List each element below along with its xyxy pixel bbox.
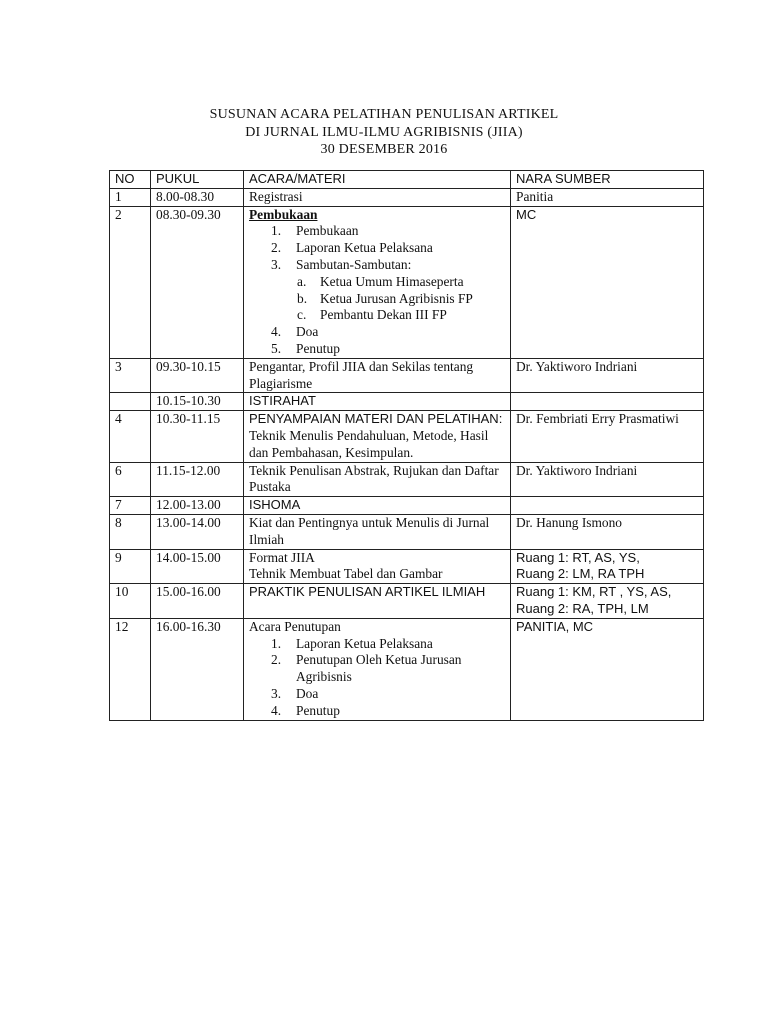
table-header-row: [110, 171, 704, 189]
cell-no: 12: [110, 618, 151, 720]
document-title: [0, 106, 768, 159]
cell-pukul: 11.15-12.00: [151, 462, 244, 497]
cell-nara: Dr. Yaktiworo Indriani: [511, 358, 704, 393]
cell-nara: Dr. Hanung Ismono: [511, 514, 704, 549]
table-row: [110, 549, 704, 584]
table-row: [110, 188, 704, 206]
cell-pukul: 08.30-09.30: [151, 206, 244, 358]
room-assignment: Ruang 1: KM, RT , YS, AS,: [516, 584, 672, 600]
table-row: [110, 411, 704, 462]
table-row: [110, 206, 704, 358]
cell-nara: [511, 497, 704, 515]
list-item: 3. Sambutan-Sambutan: a. Ketua Umum Himaseperta b. Ketua Jurusan Agribisnis FP c. Pembantu Dekan III FP: [249, 257, 506, 324]
list-item: 2. Laporan Ketua Pelaksana: [271, 240, 433, 256]
list-item: 3. Doa: [271, 685, 319, 701]
cell-acara: ISHOMA: [244, 497, 511, 515]
cell-pukul: 12.00-13.00: [151, 497, 244, 515]
cell-nara: MC: [511, 206, 704, 358]
table-row: [110, 584, 704, 619]
cell-no: 9: [110, 549, 151, 584]
acara-heading: Format JIIA: [249, 549, 315, 565]
cell-no: 2: [110, 206, 151, 358]
cell-no: 8: [110, 514, 151, 549]
table-row: [110, 618, 704, 720]
cell-no: 7: [110, 497, 151, 515]
table-row: [110, 514, 704, 549]
table-row: [110, 497, 704, 515]
section-title: Pembukaan: [249, 206, 318, 222]
header-pukul: PUKUL: [151, 171, 244, 189]
table-row: [110, 393, 704, 411]
room-assignment: Ruang 2: RA, TPH, LM: [516, 600, 649, 616]
cell-acara: [244, 549, 511, 584]
list-item: c. Pembantu Dekan III FP: [297, 307, 447, 323]
list-item: b. Ketua Jurusan Agribisnis FP: [297, 290, 473, 306]
cell-acara: [244, 411, 511, 462]
cell-pukul: 14.00-15.00: [151, 549, 244, 584]
table-row: [110, 358, 704, 393]
cell-nara: [511, 549, 704, 584]
cell-acara: PRAKTIK PENULISAN ARTIKEL ILMIAH: [244, 584, 511, 619]
list-item: 5. Penutup: [271, 340, 340, 356]
cell-pukul: 09.30-10.15: [151, 358, 244, 393]
cell-no: 6: [110, 462, 151, 497]
agenda-list: [249, 636, 506, 720]
schedule-table: [109, 170, 704, 721]
cell-nara: Dr. Yaktiworo Indriani: [511, 462, 704, 497]
cell-pukul: 13.00-14.00: [151, 514, 244, 549]
room-assignment: Ruang 1: RT, AS, YS,: [516, 549, 640, 565]
table-row: [110, 462, 704, 497]
cell-acara: Teknik Penulisan Abstrak, Rujukan dan Daftar Pustaka: [244, 462, 511, 497]
cell-acara: ISTIRAHAT: [244, 393, 511, 411]
cell-no: 10: [110, 584, 151, 619]
cell-pukul: 10.15-10.30: [151, 393, 244, 411]
list-item: 1. Pembukaan: [271, 223, 359, 239]
cell-nara: [511, 584, 704, 619]
header-nara: NARA SUMBER: [511, 171, 704, 189]
cell-acara: Registrasi: [244, 188, 511, 206]
acara-detail: Tehnik Membuat Tabel dan Gambar: [249, 566, 443, 582]
cell-pukul: 10.30-11.15: [151, 411, 244, 462]
title-line-2: DI JURNAL ILMU-ILMU AGRIBISNIS (JIIA): [245, 124, 523, 140]
cell-no: [110, 393, 151, 411]
cell-acara: [244, 618, 511, 720]
list-item: 4. Penutup: [271, 702, 340, 718]
cell-pukul: 16.00-16.30: [151, 618, 244, 720]
title-line-1: SUSUNAN ACARA PELATIHAN PENULISAN ARTIKEL: [209, 107, 559, 122]
cell-nara: Dr. Fembriati Erry Prasmatiwi: [511, 411, 704, 462]
cell-nara: PANITIA, MC: [511, 618, 704, 720]
cell-no: 4: [110, 411, 151, 462]
cell-acara: Kiat dan Pentingnya untuk Menulis di Jurnal Ilmiah: [244, 514, 511, 549]
list-item: 1. Laporan Ketua Pelaksana: [271, 635, 433, 651]
list-item: 2. Penutupan Oleh Ketua Jurusan Agribisnis: [271, 652, 462, 685]
title-line-3: 30 DESEMBER 2016: [320, 142, 448, 157]
cell-pukul: 8.00-08.30: [151, 188, 244, 206]
acara-heading: PENYAMPAIAN MATERI DAN PELATIHAN:: [249, 411, 503, 427]
acara-detail: Teknik Menulis Pendahuluan, Metode, Hasil dan Pembahasan, Kesimpulan.: [249, 427, 489, 460]
cell-pukul: 15.00-16.00: [151, 584, 244, 619]
header-acara: ACARA/MATERI: [244, 171, 511, 189]
agenda-list: [249, 223, 506, 357]
sub-agenda-list: [296, 274, 506, 324]
list-item: 4. Doa: [271, 324, 319, 340]
cell-acara: [244, 206, 511, 358]
cell-nara: [511, 393, 704, 411]
cell-nara: Panitia: [511, 188, 704, 206]
cell-no: 1: [110, 188, 151, 206]
cell-acara: Pengantar, Profil JIIA dan Sekilas tentang Plagiarisme: [244, 358, 511, 393]
room-assignment: Ruang 2: LM, RA TPH: [516, 566, 645, 582]
list-item: a. Ketua Umum Himaseperta: [297, 273, 464, 289]
cell-no: 3: [110, 358, 151, 393]
header-no: NO: [110, 171, 151, 189]
section-title: Acara Penutupan: [249, 618, 341, 634]
